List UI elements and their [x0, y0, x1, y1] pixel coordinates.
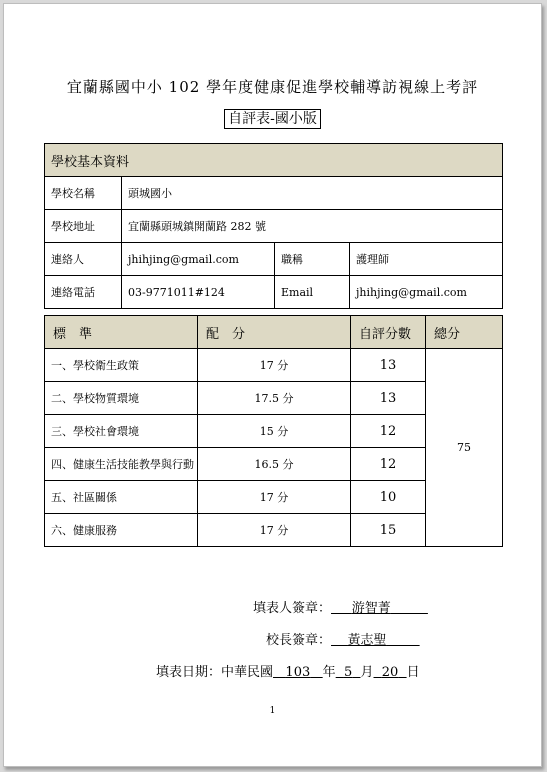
phone-label: 連絡電話 [45, 276, 122, 309]
self-score-header: 自評分數 [351, 316, 426, 349]
principal-signature-line [266, 629, 420, 648]
standard-cell: 二、學校物質環境 [45, 382, 198, 415]
date-month: 5 [343, 665, 353, 680]
job-title-value: 護理師 [350, 243, 503, 276]
standard-cell: 一、學校衛生政策 [45, 349, 198, 382]
self-score-cell: 13 [351, 382, 426, 415]
filler-name: 游智菁 [351, 601, 391, 616]
standard-cell: 五、社區關係 [45, 481, 198, 514]
basic-info-header: 學校基本資料 [45, 144, 503, 177]
form-subtitle: 自評表-國小版 [224, 109, 321, 129]
page-title: 宜蘭縣國中小 102 學年度健康促進學校輔導訪視線上考評 [66, 78, 479, 96]
points-header: 配 分 [198, 316, 351, 349]
contact-label: 連絡人 [45, 243, 122, 276]
contact-value: jhihjing@gmail.com [122, 243, 275, 276]
month-unit: 月 [360, 665, 374, 680]
self-score-cell: 12 [351, 448, 426, 481]
fill-date-line [156, 661, 420, 680]
phone-value: 03-9771011#124 [122, 276, 275, 309]
principal-name: 黃志聖 [347, 633, 387, 648]
address-label: 學校地址 [45, 210, 122, 243]
page-number: 1 [269, 706, 276, 716]
total-header: 總分 [426, 316, 503, 349]
filler-label: 填表人簽章： [253, 601, 332, 616]
points-cell: 15 分 [198, 415, 351, 448]
points-cell: 17 分 [198, 514, 351, 547]
self-score-cell: 13 [351, 349, 426, 382]
standard-cell: 四、健康生活技能教學與行動 [45, 448, 198, 481]
year-unit: 年 [322, 665, 336, 680]
job-title-label: 職稱 [275, 243, 350, 276]
standard-cell: 六、健康服務 [45, 514, 198, 547]
standard-cell: 三、學校社會環境 [45, 415, 198, 448]
points-cell: 17 分 [198, 349, 351, 382]
points-cell: 17 分 [198, 481, 351, 514]
filler-signature-line [253, 597, 428, 616]
school-name-label: 學校名稱 [45, 177, 122, 210]
address-value: 宜蘭縣頭城鎮開蘭路 282 號 [122, 210, 503, 243]
school-name-value: 頭城國小 [122, 177, 503, 210]
self-score-cell: 12 [351, 415, 426, 448]
document-page [3, 3, 542, 767]
email-label: Email [275, 276, 350, 309]
score-table [44, 315, 503, 547]
total-score-cell: 75 [426, 349, 503, 547]
day-unit: 日 [406, 665, 420, 680]
date-day: 20 [381, 665, 399, 680]
principal-label: 校長簽章： [266, 633, 332, 648]
points-cell: 17.5 分 [198, 382, 351, 415]
points-cell: 16.5 分 [198, 448, 351, 481]
date-year: 103 [285, 665, 311, 680]
self-score-cell: 10 [351, 481, 426, 514]
email-value: jhihjing@gmail.com [350, 276, 503, 309]
basic-info-table [44, 143, 503, 309]
date-label: 填表日期：中華民國 [156, 665, 274, 680]
standard-header: 標 準 [45, 316, 198, 349]
self-score-cell: 15 [351, 514, 426, 547]
table-row [45, 349, 503, 382]
